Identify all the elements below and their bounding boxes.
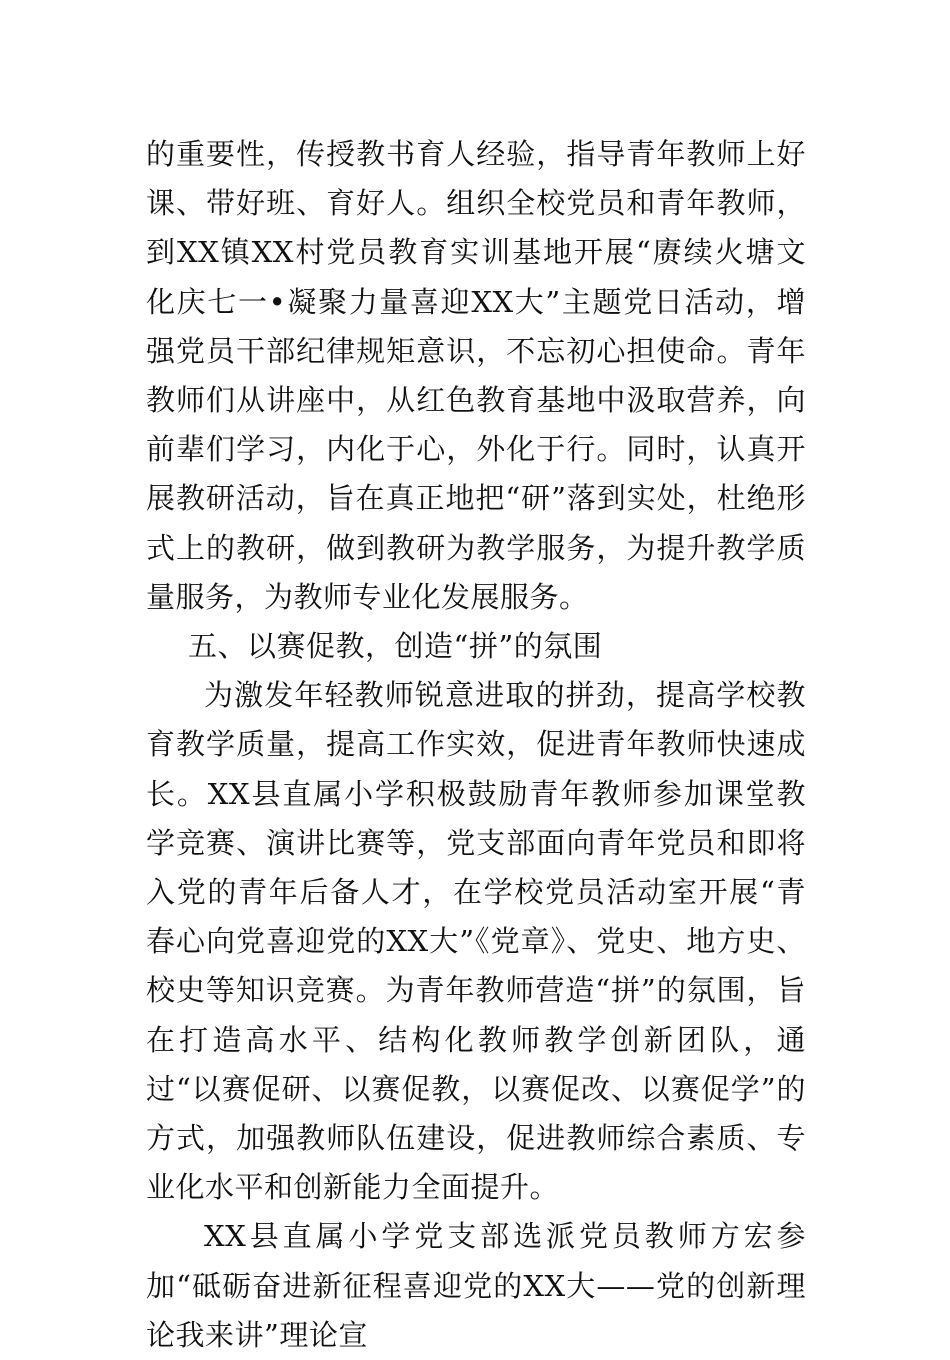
paragraph-competition: 为激发年轻教师锐意进取的拼劲，提高学校教育教学质量，提高工作实效，促进青年教师快速成长。XX县直属小学积极鼓励青年教师参加课堂教学竞赛、演讲比赛等，党支部面向青年党员和即将入党的青年后备人才，在学校党员活动室开展“青春心向党喜迎党的XX大”《党章》、党史、地方史、校史等知识竞赛。为青年教师营造“拼”的氛围，旨在打造高水平、结构化教师教学创新团队，通过“以赛促研、以赛促教，以赛促改、以赛促学”的方式，加强教师队伍建设，促进教师综合素质、专业化水平和创新能力全面提升。 (146, 678, 806, 1205)
section-heading: 五、以赛促教，创造“拼”的氛围 (188, 629, 603, 664)
document-body (146, 130, 806, 1360)
paragraph-selection: XX县直属小学党支部选派党员教师方宏参加“砥砺奋进新征程喜迎党的XX大——党的创新理论我来讲”理论宣 (146, 1219, 806, 1352)
paragraph-continuation: 的重要性，传授教书育人经验，指导青年教师上好课、带好班、育好人。组织全校党员和青年教师，到XX镇XX村党员教育实训基地开展“赓续火塘文化庆七一•凝聚力量喜迎XX大”主题党日活动，增强党员干部纪律规矩意识，不忘初心担使命。青年教师们从讲座中，从红色教育基地中汲取营养，向前辈们学习，内化于心，外化于行。同时，认真开展教研活动，旨在真正地把“研”落到实处，杜绝形式上的教研，做到教研为教学服务，为提升教学质量服务，为教师专业化发展服务。 (146, 137, 806, 614)
